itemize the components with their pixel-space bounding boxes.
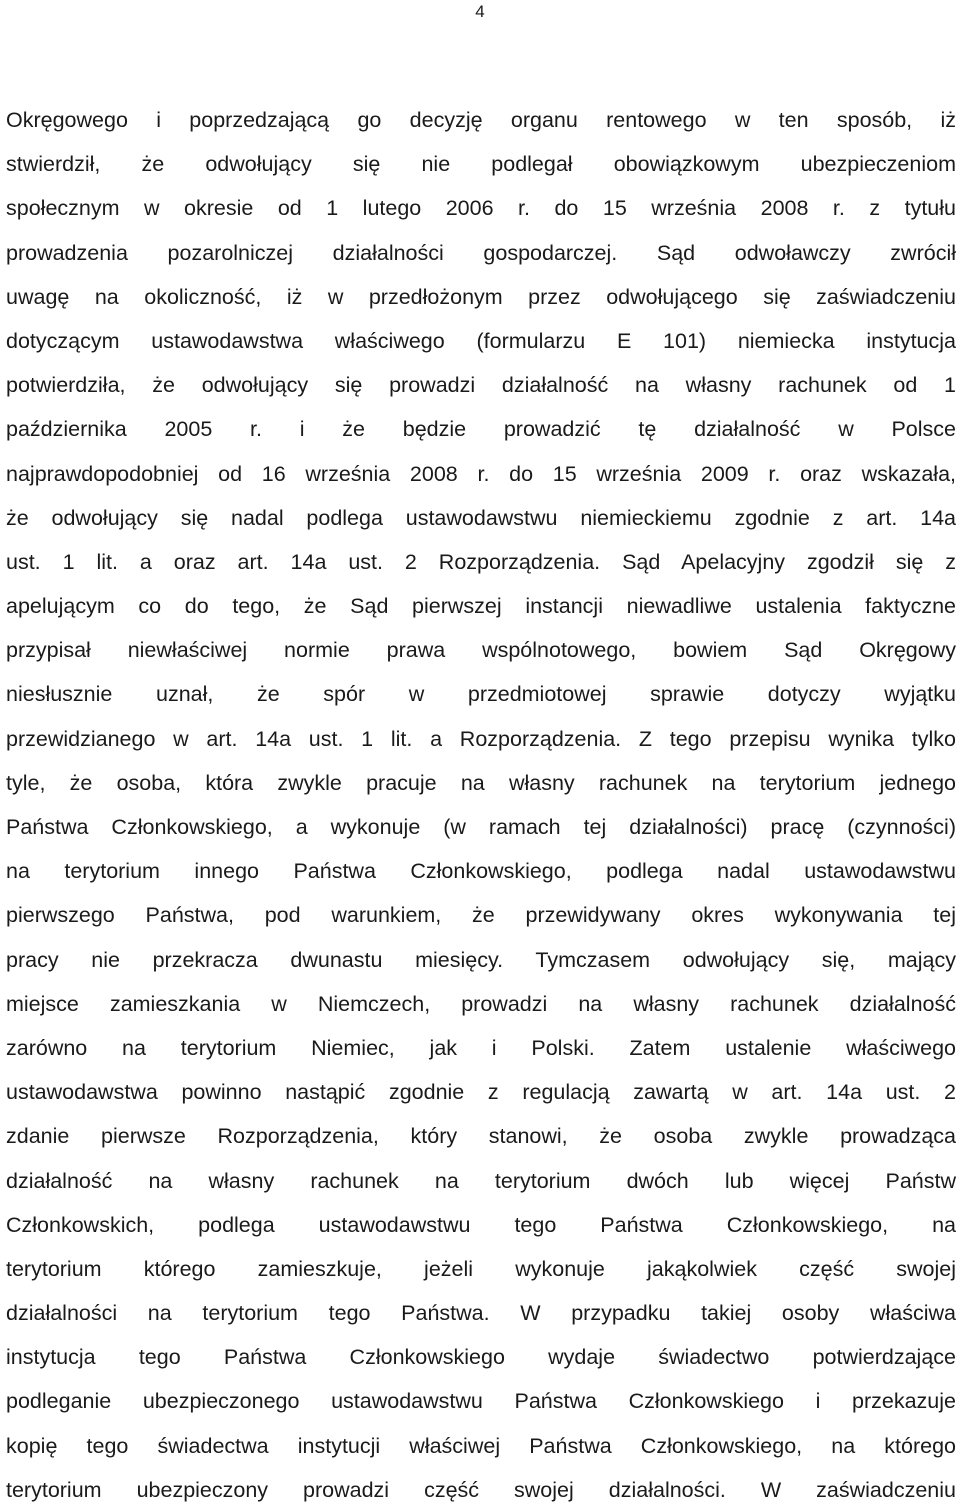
text-line: przewidzianego w art. 14a ust. 1 lit. a Rozporządzenia. Z tego przepisu wynika tylko <box>6 726 956 751</box>
text-line: na terytorium innego Państwa Członkowskiego, podlega nadal ustawodawstwu <box>6 859 956 884</box>
text-line: zdanie pierwsze Rozporządzenia, który stanowi, że osoba zwykle prowadząca <box>6 1124 956 1149</box>
text-line: Okręgowego i poprzedzającą go decyzję organu rentowego w ten sposób, iż <box>6 108 956 132</box>
text-line: pracy nie przekracza dwunastu miesięcy. Tymczasem odwołujący się, mający <box>6 947 956 972</box>
text-line: społecznym w okresie od 1 lutego 2006 r. do 15 września 2008 r. z tytułu <box>6 196 956 221</box>
text-line: ustawodawstwa powinno nastąpić zgodnie z regulacją zawartą w art. 14a ust. 2 <box>6 1080 956 1105</box>
text-line: że odwołujący się nadal podlega ustawodawstwu niemieckiemu zgodnie z art. 14a <box>6 505 956 530</box>
text-line: przypisał niewłaściwej normie prawa wspólnotowego, bowiem Sąd Okręgowy <box>6 638 956 663</box>
text-line: terytorium którego zamieszkuje, jeżeli wykonuje jakąkolwiek część swojej <box>6 1256 956 1281</box>
page-number: 4 <box>475 2 485 21</box>
text-line: terytorium ubezpieczony prowadzi część swojej działalności. W zaświadczeniu <box>6 1477 956 1502</box>
text-line: niesłusznie uznał, że spór w przedmiotowej sprawie dotyczy wyjątku <box>6 682 956 707</box>
text-line: października 2005 r. i że będzie prowadzić tę działalność w Polsce <box>6 417 956 442</box>
text-line: najprawdopodobniej od 16 września 2008 r. do 15 września 2009 r. oraz wskazała, <box>6 461 956 486</box>
text-line: instytucja tego Państwa Członkowskiego wydaje świadectwo potwierdzające <box>6 1345 956 1370</box>
text-line: dotyczącym ustawodawstwa właściwego (formularzu E 101) niemiecka instytucja <box>6 328 956 353</box>
text-line: działalności na terytorium tego Państwa. W przypadku takiej osoby właściwa <box>6 1301 956 1326</box>
text-line: podleganie ubezpieczonego ustawodawstwu Państwa Członkowskiego i przekazuje <box>6 1389 956 1414</box>
text-line: Członkowskich, podlega ustawodawstwu tego Państwa Członkowskiego, na <box>6 1212 956 1237</box>
text-line: ust. 1 lit. a oraz art. 14a ust. 2 Rozporządzenia. Sąd Apelacyjny zgodził się z <box>6 549 956 574</box>
text-line: uwagę na okoliczność, iż w przedłożonym przez odwołującego się zaświadczeniu <box>6 284 956 309</box>
text-line: zarówno na terytorium Niemiec, jak i Polski. Zatem ustalenie właściwego <box>6 1035 956 1060</box>
text-line: działalność na własny rachunek na terytorium dwóch lub więcej Państw <box>6 1168 956 1193</box>
text-line: miejsce zamieszkania w Niemczech, prowadzi na własny rachunek działalność <box>6 991 956 1016</box>
text-line: prowadzenia pozarolniczej działalności gospodarczej. Sąd odwoławczy zwrócił <box>6 240 956 265</box>
text-line: apelującym co do tego, że Sąd pierwszej instancji niewadliwe ustalenia faktyczne <box>6 594 956 619</box>
document-body <box>6 98 956 1512</box>
text-line: pierwszego Państwa, pod warunkiem, że przewidywany okres wykonywania tej <box>6 903 956 928</box>
text-line: Państwa Członkowskiego, a wykonuje (w ramach tej działalności) pracę (czynności) <box>6 815 956 839</box>
text-line: potwierdziła, że odwołujący się prowadzi działalność na własny rachunek od 1 <box>6 373 956 398</box>
text-line: stwierdził, że odwołujący się nie podlegał obowiązkowym ubezpieczeniom <box>6 152 956 177</box>
text-line: kopię tego świadectwa instytucji właściwej Państwa Członkowskiego, na którego <box>6 1433 956 1458</box>
text-line: tyle, że osoba, która zwykle pracuje na własny rachunek na terytorium jednego <box>6 770 956 795</box>
